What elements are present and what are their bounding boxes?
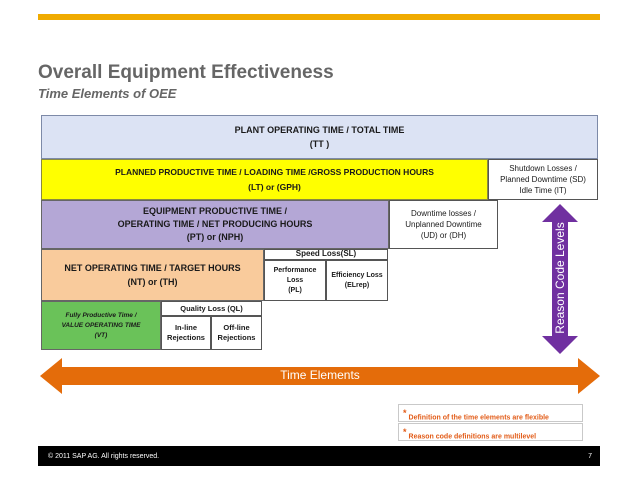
copyright-text: © 2011 SAP AG. All rights reserved.: [48, 452, 160, 460]
fully-productive-time-box: [41, 301, 161, 350]
downtime-losses-box: [389, 200, 498, 249]
reason-code-levels-label: Reason Code Levels: [553, 222, 567, 334]
offline-rejections-line2: Rejections: [217, 333, 256, 342]
planned-productive-line2: (LT) or (GPH): [248, 181, 301, 192]
note-text: Reason code definitions are multilevel: [408, 433, 537, 441]
accent-bar: [38, 14, 600, 20]
shutdown-losses-line2: Planned Downtime (SD): [500, 175, 586, 184]
inline-rejections-line2: Rejections: [167, 333, 205, 342]
note-text: Definition of the time elements are flexible: [408, 414, 549, 422]
net-operating-line1: NET OPERATING TIME / TARGET HOURS: [64, 263, 241, 273]
note-multilevel-reason-codes: [398, 423, 583, 441]
performance-loss-line1: Performance: [273, 266, 317, 274]
equipment-productive-line3: (PT) or (NPH): [186, 232, 244, 242]
slide-subtitle: Time Elements of OEE: [38, 86, 177, 101]
offline-rejections-line1: Off-line: [223, 323, 250, 332]
downtime-losses-line1: Downtime losses /: [411, 209, 476, 218]
planned-productive-line1: PLANNED PRODUCTIVE TIME / LOADING TIME /GROSS PRODUCTION HOURS: [115, 166, 434, 177]
downtime-losses-line3: (UD) or (DH): [420, 231, 467, 240]
shutdown-losses-line1: Shutdown Losses /: [509, 164, 577, 173]
performance-loss-box: [264, 260, 326, 301]
inline-rejections-box: [161, 316, 211, 350]
plant-operating-time-box: [41, 115, 598, 159]
efficiency-loss-line1: Efficiency Loss: [331, 271, 383, 279]
equipment-productive-time-box: [41, 200, 389, 249]
time-elements-label: Time Elements: [280, 368, 360, 382]
planned-productive-time-box: [41, 159, 488, 200]
shutdown-losses-line3: Idle Time (IT): [519, 186, 567, 195]
note-flexible-definitions: [398, 404, 583, 422]
offline-rejections-box: [211, 316, 262, 350]
efficiency-loss-box: [326, 260, 388, 301]
slide-title: Overall Equipment Effectiveness: [38, 62, 334, 83]
inline-rejections-line1: In-line: [174, 323, 198, 332]
page-number: 7: [588, 452, 592, 460]
quality-loss-label: Quality Loss (QL): [180, 304, 243, 313]
fully-productive-line2: VALUE OPERATING TIME: [61, 321, 141, 329]
efficiency-loss-line2: (ELrep): [344, 281, 370, 289]
slide-footer: [38, 446, 600, 466]
plant-operating-line2: (TT ): [309, 139, 330, 149]
note-marker: *: [403, 427, 407, 437]
net-operating-time-box: [41, 249, 264, 301]
fully-productive-line1: Fully Productive Time /: [65, 311, 137, 319]
performance-loss-line2: Loss: [286, 276, 304, 284]
note-marker: *: [403, 408, 407, 418]
downtime-losses-line2: Unplanned Downtime: [405, 220, 482, 229]
performance-loss-line3: (PL): [288, 286, 302, 294]
shutdown-losses-box: [488, 159, 598, 200]
equipment-productive-line1: EQUIPMENT PRODUCTIVE TIME /: [142, 206, 287, 216]
speed-loss-label: Speed Loss(SL): [295, 249, 357, 258]
quality-loss-box: [161, 301, 262, 316]
equipment-productive-line2: OPERATING TIME / NET PRODUCING HOURS: [117, 219, 313, 229]
net-operating-line2: (NT) or (TH): [127, 277, 178, 287]
plant-operating-line1: PLANT OPERATING TIME / TOTAL TIME: [234, 125, 405, 135]
speed-loss-box: [264, 249, 388, 260]
fully-productive-line3: (VT): [94, 331, 108, 339]
